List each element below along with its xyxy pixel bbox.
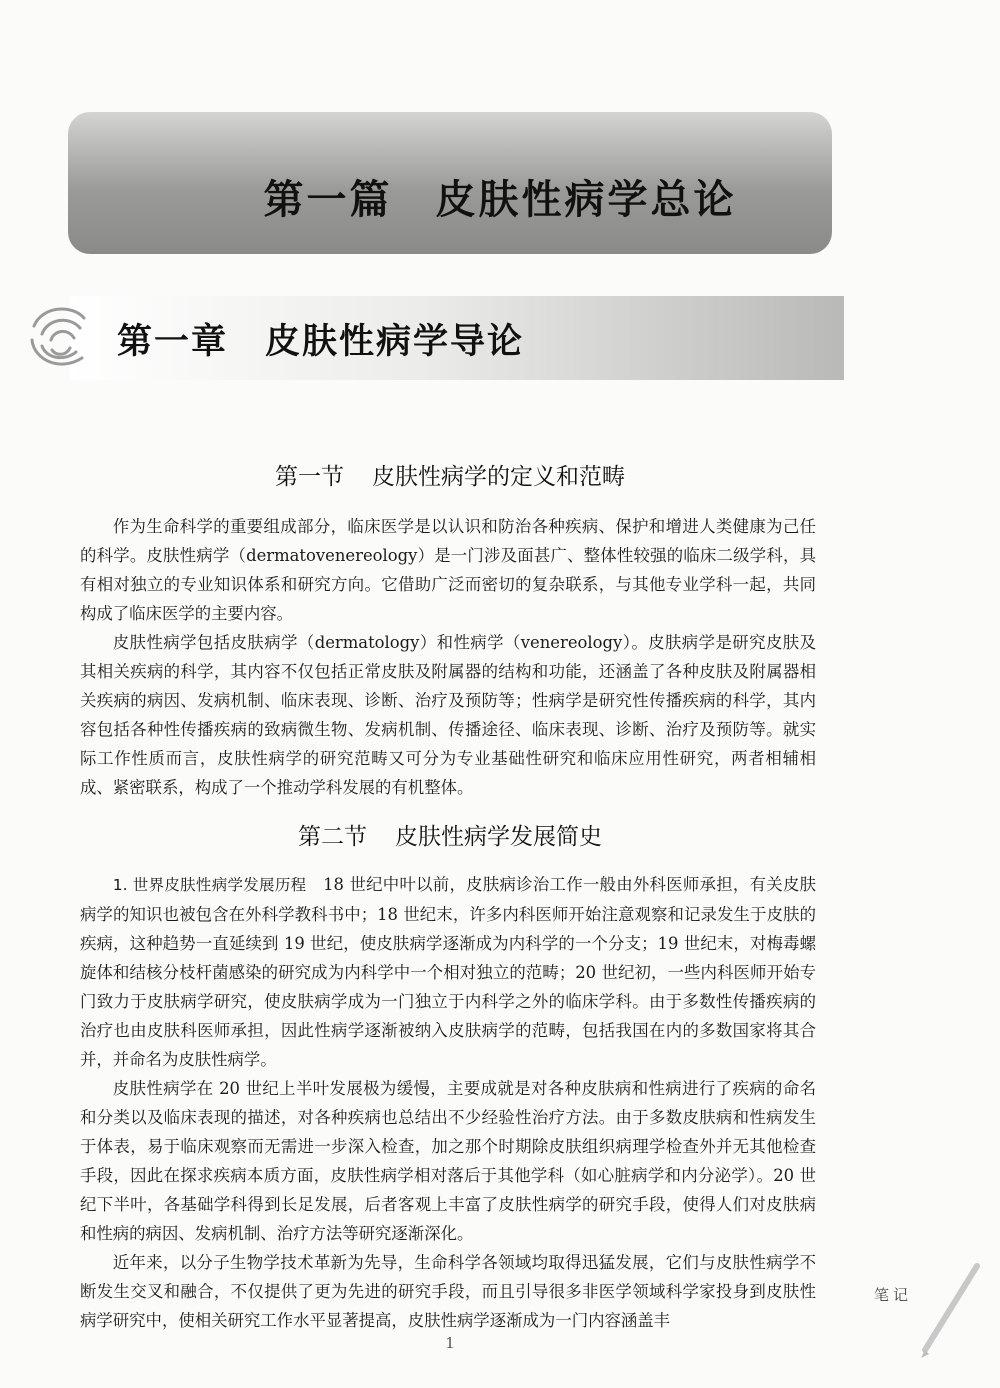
page-number: 1	[445, 1334, 455, 1352]
section-1-number: 第一节	[275, 464, 344, 490]
paragraph: 皮肤性病学在 20 世纪上半叶发展极为缓慢，主要成就是对各种皮肤病和性病进行了疾病的命名和分类以及临床表现的描述，对各种疾病也总结出不少经验性治疗方法。由于多数皮肤病和性病发生于体表，易于临床观察而无需进一步深入检查，加之那个时期除皮肤组织病理学检查外并无其他检查手段，因此在探求疾病本质方面，皮肤性病学相对落后于其他学科（如心脏病学和内分泌学）。20 世纪下半叶，各基础学科得到长足发展，后者客观上丰富了皮肤性病学的研究手段，使得人们对皮肤病和性病的病因、发病机制、治疗方法等研究逐渐深化。	[80, 1079, 816, 1243]
paragraph: 作为生命科学的重要组成部分，临床医学是以认识和防治各种疾病、保护和增进人类健康为己任的科学。皮肤性病学（dermatovenereology）是一门涉及面甚广、整体性较强的临床二级学科，具有相对独立的专业知识体系和研究方向。它借助广泛而密切的复杂联系，与其他专业学科一起，共同构成了临床医学的主要内容。	[80, 517, 816, 623]
margin-note-label: 笔记	[874, 1286, 913, 1304]
subheading-world-history: 1. 世界皮肤性病学发展历程	[112, 876, 307, 894]
paragraph: 皮肤性病学包括皮肤病学（dermatology）和性病学（venereology）。皮肤病学是研究皮肤及其相关疾病的科学，其内容不仅包括正常皮肤及附属器的结构和功能，还涵盖了各种皮肤及附属器相关疾病的病因、发病机制、临床表现、诊断、治疗及预防等；性病学是研究性传播疾病的科学，其内容包括各种性传播疾病的致病微生物、发病机制、传播途径、临床表现、诊断、治疗及预防等。就实际工作性质而言，皮肤性病学的研究范畴又可分为专业基础性研究和临床应用性研究，两者相辅相成、紧密联系，构成了一个推动学科发展的有机整体。	[80, 633, 816, 797]
section-2-number: 第二节	[298, 824, 367, 850]
section-2-title	[0, 818, 900, 851]
section-1-title	[0, 458, 900, 491]
section-2-body	[80, 870, 816, 1335]
section-1-body	[80, 512, 816, 802]
paragraph: 近年来，以分子生物学技术革新为先导，生命科学各领域均取得迅猛发展，它们与皮肤性病学不断发生交叉和融合，不仅提供了更为先进的研究手段，而且引导很多非医学领域科学家投身到皮肤性病学研究中，使相关研究工作水平显著提高，皮肤性病学逐渐成为一门内容涵盖丰	[80, 1253, 816, 1330]
part-title: 第一篇 皮肤性病学总论	[263, 177, 737, 223]
section-1-heading: 皮肤性病学的定义和范畴	[372, 464, 625, 490]
pencil-icon	[915, 1262, 985, 1362]
chapter-title: 第一章 皮肤性病学导论	[117, 321, 525, 362]
paragraph-text: 18 世纪中叶以前，皮肤病诊治工作一般由外科医师承担，有关皮肤病学的知识也被包含在外科学教科书中；18 世纪末，许多内科医师开始注意观察和记录发生于皮肤的疾病，这种趋势一直延续到 19 世纪，使皮肤病学逐渐成为内科学的一个分支；19 世纪末，对梅毒螺旋体和结核分枝杆菌感染的研究成为内科学中一个相对独立的范畴；20 世纪初，一些内科医师开始专门致力于皮肤病学研究，使皮肤病学成为一门独立于内科学之外的临床学科。由于多数性传播疾病的治疗也由皮肤科医师承担，因此性病学逐渐被纳入皮肤病学的范畴，包括我国在内的多数国家将其合并，并命名为皮肤性病学。	[80, 875, 817, 1069]
paragraph	[80, 870, 816, 1074]
fingerprint-swirl-icon	[24, 300, 96, 376]
section-2-heading: 皮肤性病学发展简史	[395, 824, 602, 850]
